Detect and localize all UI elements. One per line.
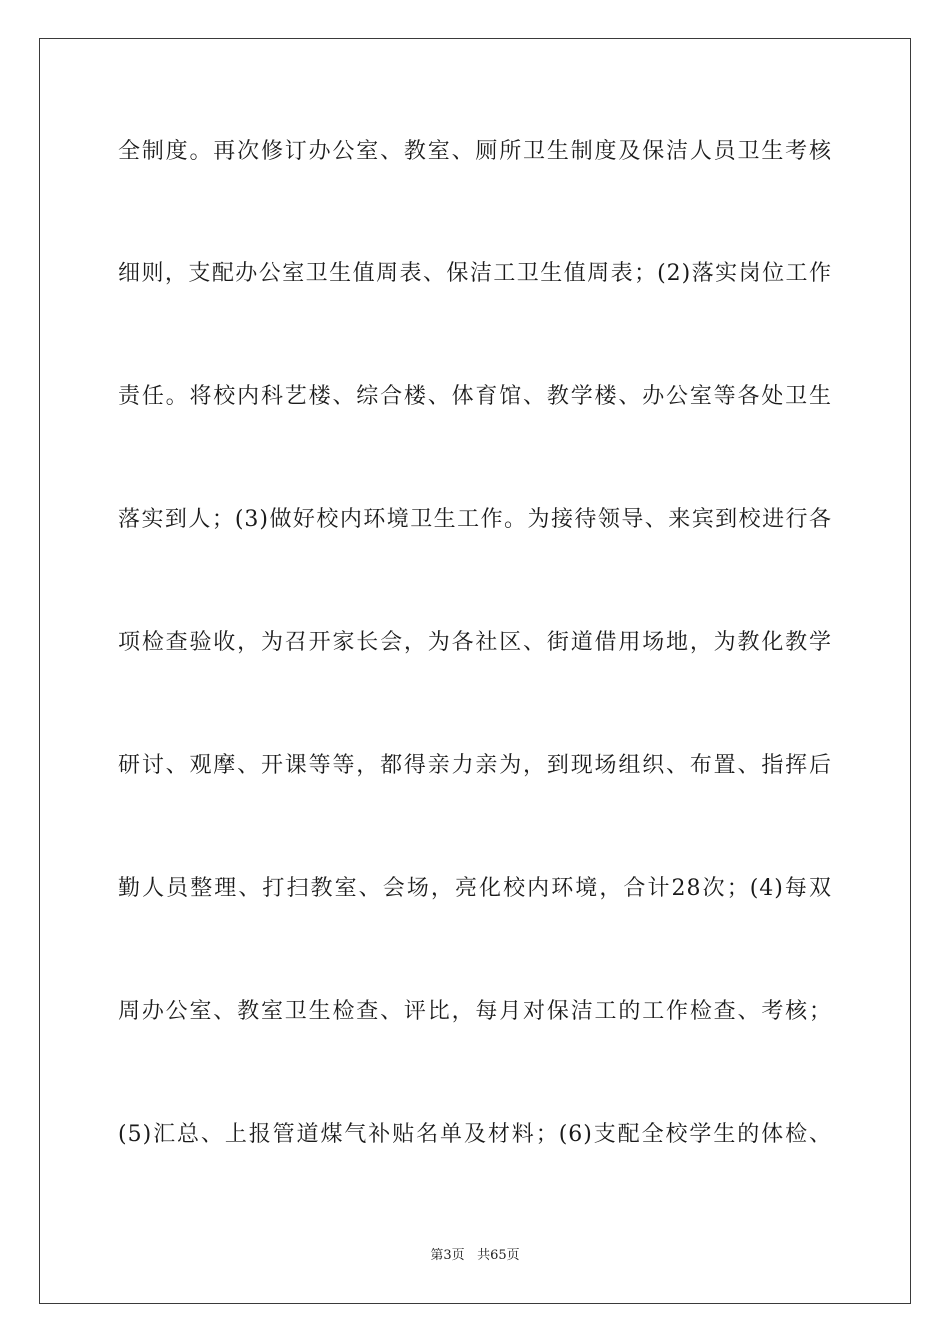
text-line-8: 周办公室、教室卫生检查、评比，每月对保洁工的工作检查、考核； <box>118 999 832 1024</box>
text-line-7: 勤人员整理、打扫教室、会场，亮化校内环境，合计28次；(4)每双 <box>118 876 832 901</box>
text-line-6: 研讨、观摩、开课等等，都得亲力亲为，到现场组织、布置、指挥后 <box>118 753 832 778</box>
text-line-3: 责任。将校内科艺楼、综合楼、体育馆、教学楼、办公室等各处卫生 <box>118 384 832 409</box>
text-line-1: 全制度。再次修订办公室、教室、厕所卫生制度及保洁人员卫生考核 <box>118 139 832 164</box>
text-line-2: 细则，支配办公室卫生值周表、保洁工卫生值周表；(2)落实岗位工作 <box>118 261 832 286</box>
page-total: 共65页 <box>477 1248 520 1263</box>
page-number: 第3页 <box>430 1248 465 1263</box>
text-line-9: (5)汇总、上报管道煤气补贴名单及材料；(6)支配全校学生的体检、 <box>118 1122 832 1147</box>
text-line-5: 项检查验收，为召开家长会，为各社区、街道借用场地，为教化教学 <box>118 630 832 655</box>
text-line-4: 落实到人；(3)做好校内环境卫生工作。为接待领导、来宾到校进行各 <box>118 507 832 532</box>
page-footer <box>0 1247 950 1265</box>
page-border <box>39 38 911 1304</box>
